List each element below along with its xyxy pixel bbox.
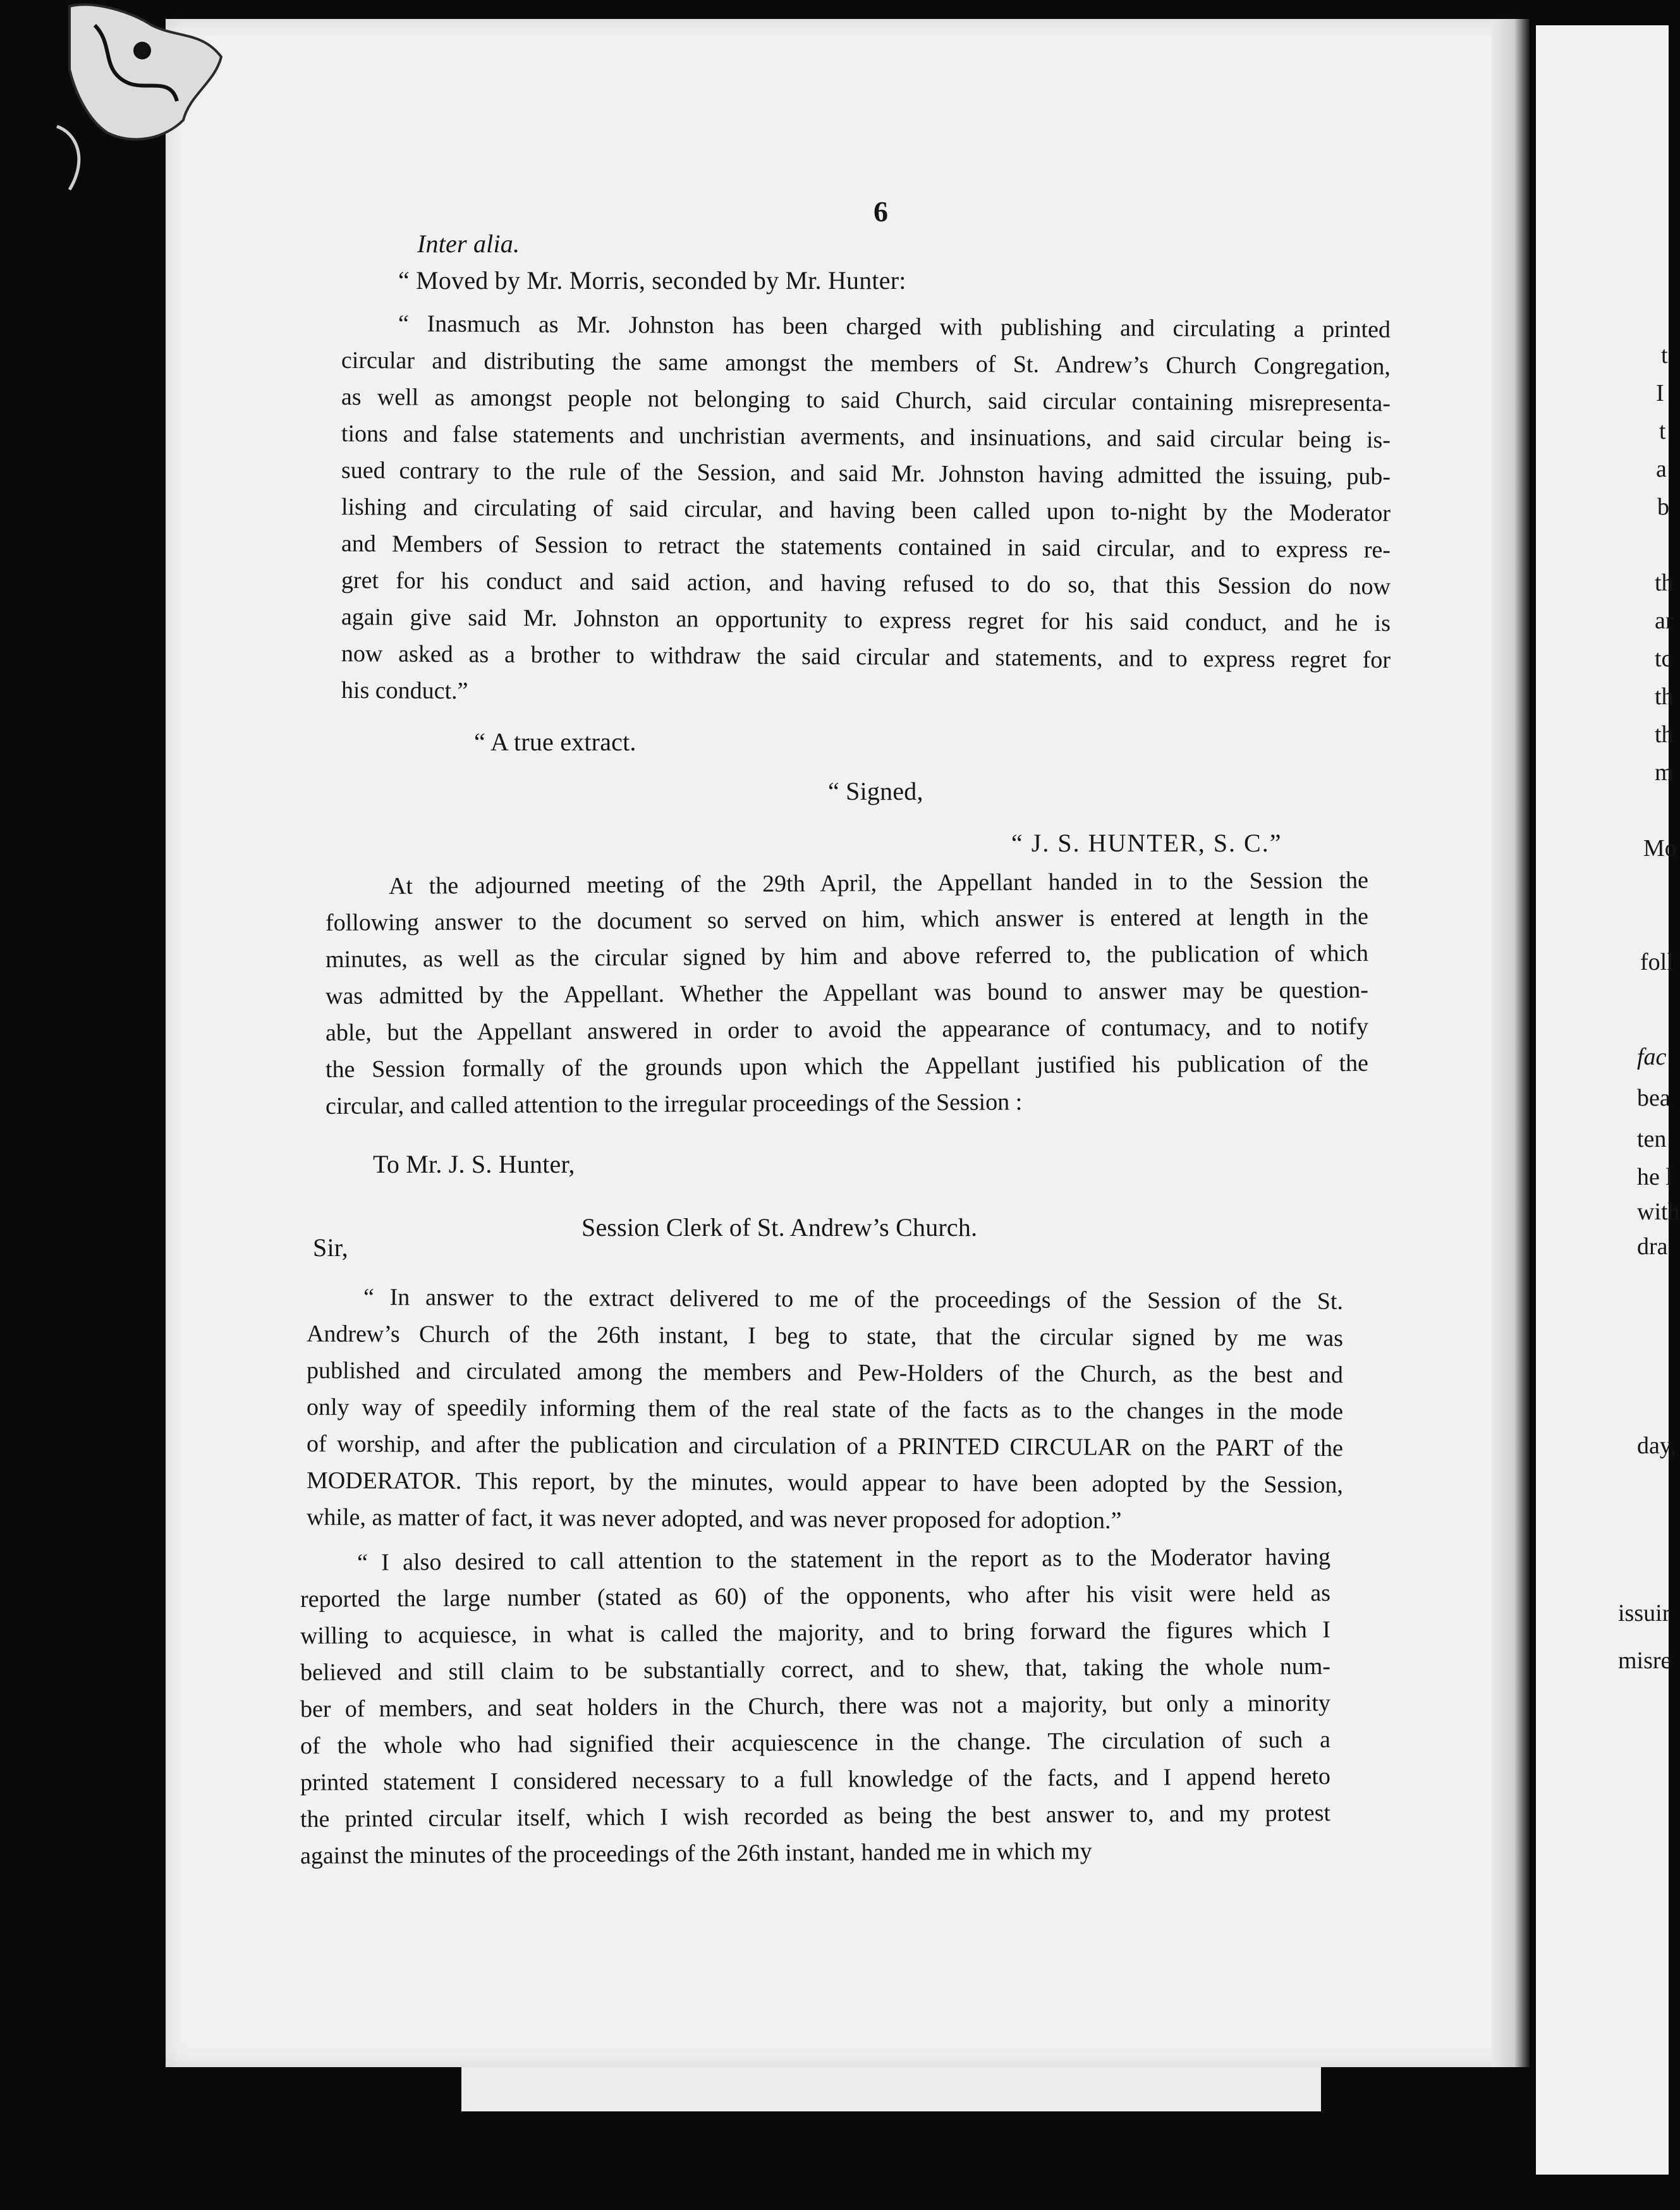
adjacent-text-fragment: ten — [1637, 1126, 1667, 1152]
adjacent-text-fragment: day, — [1637, 1432, 1676, 1459]
text-line: was admitted by the Appellant. Whether the Appellant was bound to answer may be question- — [325, 976, 1369, 1010]
adjacent-text-fragment: he l — [1637, 1164, 1672, 1190]
adjacent-text-fragment: dra — [1637, 1233, 1668, 1260]
text-line: “ Inasmuch as Mr. Johnston has been charged with publishing and circulating a printed — [398, 310, 1391, 343]
signed-line: “ Signed, — [828, 777, 923, 805]
adjacent-text-fragment: fac — [1637, 1044, 1667, 1070]
text-line: only way of speedily informing them of the real state of the facts as to the changes in the mode — [306, 1394, 1344, 1426]
torn-corner-icon — [57, 0, 228, 152]
adjacent-text-fragment: misre — [1618, 1647, 1672, 1674]
adjacent-text-fragment: b — [1657, 494, 1669, 520]
text-line: of the whole who had signified their acquiescence in the change. The circulation of such a — [300, 1726, 1331, 1759]
text-line: the Session formally of the grounds upon which the Appellant justified his publication of the — [325, 1049, 1369, 1083]
text-line: believed and still claim to be substantially correct, and to shew, that, taking the whole num- — [300, 1653, 1331, 1686]
text-line: gret for his conduct and said action, and having refused to do so, that this Session do now — [341, 567, 1391, 601]
page-fold-shadow — [1492, 19, 1530, 2067]
adjacent-text-fragment: I — [1656, 380, 1664, 406]
text-line: now asked as a brother to withdraw the said circular and statements, and to express regret for — [341, 640, 1391, 674]
text-line: the printed circular itself, which I wish recorded as being the best answer to, and my protest — [300, 1800, 1331, 1833]
text-line: again give said Mr. Johnston an opportunity to express regret for his said conduct, and he is — [341, 604, 1391, 637]
text-line: tions and false statements and unchristian averments, and insinuations, and said circular being is- — [341, 420, 1391, 454]
text-line: published and circulated among the members and Pew-Holders of the Church, as the best and — [306, 1357, 1344, 1389]
adjacent-text-fragment: th — [1655, 721, 1674, 748]
true-extract-line: “ A true extract. — [474, 728, 636, 756]
text-line: Andrew’s Church of the 26th instant, I beg to state, that the circular signed by me was — [306, 1321, 1344, 1352]
adjacent-text-fragment: issuir — [1618, 1600, 1671, 1627]
text-line: reported the large number (stated as 60) of the opponents, who after his visit were held as — [300, 1580, 1331, 1613]
adjacent-text-fragment: Mo — [1643, 835, 1677, 862]
adjacent-text-fragment: tc — [1655, 645, 1672, 672]
signature-line: “ J. S. HUNTER, S. C.” — [1011, 829, 1282, 857]
adjacent-text-fragment: th — [1655, 683, 1674, 710]
text-line: as well as amongst people not belonging to said Church, said circular containing misrepresenta- — [341, 384, 1391, 417]
letter-salutation: Sir, — [313, 1233, 348, 1262]
letter-recipient-title: Session Clerk of St. Andrew’s Church. — [581, 1213, 978, 1242]
adjacent-text-fragment: with — [1637, 1199, 1680, 1225]
text-line: ber of members, and seat holders in the Church, there was not a majority, but only a minority — [300, 1690, 1331, 1723]
adjacent-text-fragment: a — [1656, 456, 1667, 482]
adjacent-text-fragment: m — [1655, 759, 1674, 786]
text-line: circular and distributing the same amongst the members of St. Andrew’s Church Congregation, — [341, 347, 1391, 381]
page-number: 6 — [873, 195, 889, 228]
text-line: “ In answer to the extract delivered to me of the proceedings of the Session of the St. — [363, 1284, 1344, 1315]
inter-alia-heading: Inter alia. — [417, 229, 520, 258]
text-line: following answer to the document so served on him, which answer is entered at length in the — [325, 903, 1369, 936]
text-line: minutes, as well as the circular signed by him and above referred to, the publication of which — [325, 939, 1369, 973]
text-line: sued contrary to the rule of the Session, and said Mr. Johnston having admitted the issuing, pub- — [341, 457, 1391, 491]
text-line: against the minutes of the proceedings of the 26th instant, handed me in which my — [300, 1838, 1092, 1869]
text-line: his conduct.” — [341, 677, 468, 705]
text-line: lishing and circulating of said circular, and having been called upon to-night by the Moderator — [341, 494, 1391, 527]
text-line: able, but the Appellant answered in order to avoid the appearance of contumacy, and to notify — [325, 1013, 1369, 1046]
adjacent-text-fragment: t — [1659, 418, 1666, 444]
adjacent-text-fragment: ar — [1655, 607, 1674, 634]
adjacent-text-fragment: th — [1655, 570, 1674, 596]
text-line: and Members of Session to retract the statements contained in said circular, and to express re- — [341, 530, 1391, 564]
text-line: “ I also desired to call attention to the statement in the report as to the Moderator having — [356, 1543, 1331, 1576]
text-line: circular, and called attention to the irregular proceedings of the Session : — [325, 1089, 1023, 1120]
text-line: while, as matter of fact, it was never adopted, and was never proposed for adoption.” — [306, 1504, 1122, 1534]
motion-intro: “ Moved by Mr. Morris, seconded by Mr. Hunter: — [398, 266, 906, 295]
adjacent-text-fragment: foll — [1640, 949, 1674, 975]
text-line: printed statement I considered necessary to a full knowledge of the facts, and I append hereto — [300, 1763, 1331, 1796]
text-line: MODERATOR. This report, by the minutes, would appear to have been adopted by the Session, — [306, 1467, 1344, 1499]
text-line: willing to acquiesce, in what is called the majority, and to bring forward the figures which I — [300, 1616, 1331, 1649]
adjacent-text-fragment: t — [1661, 342, 1668, 369]
text-line: At the adjourned meeting of the 29th April, the Appellant handed in to the Session the — [388, 867, 1369, 900]
letter-recipient: To Mr. J. S. Hunter, — [373, 1150, 575, 1178]
text-line: of worship, and after the publication and circulation of a PRINTED CIRCULAR on the PART of the — [306, 1431, 1344, 1462]
adjacent-text-fragment: bea — [1637, 1085, 1671, 1111]
